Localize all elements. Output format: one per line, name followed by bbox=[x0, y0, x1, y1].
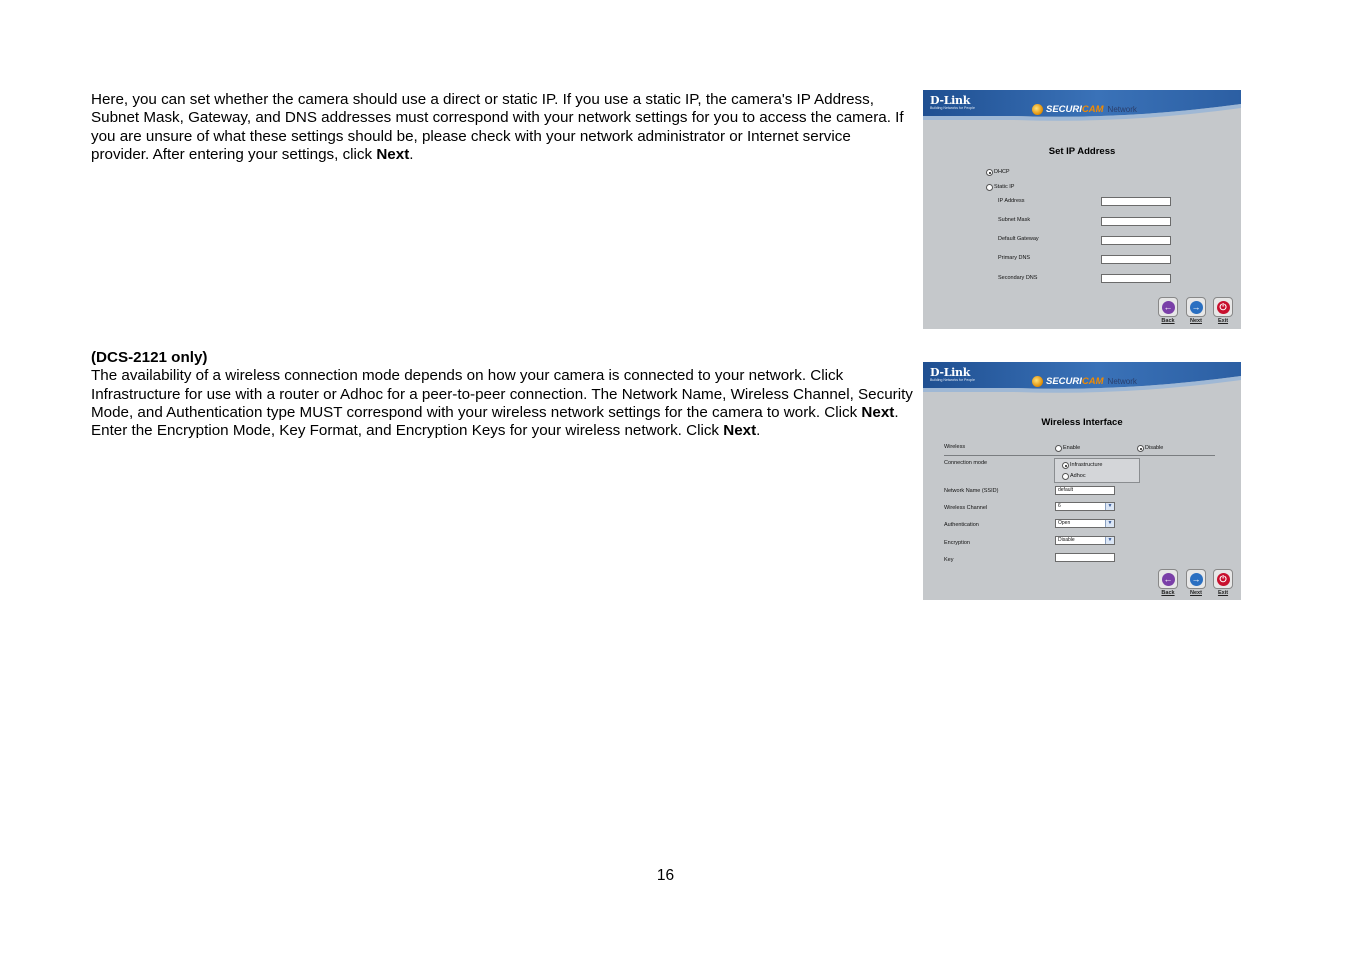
next-arrow-icon: → bbox=[1191, 573, 1201, 584]
logo-network: Network bbox=[1107, 104, 1137, 114]
default-gateway-label: Default Gateway bbox=[998, 236, 1039, 242]
securicam-badge-icon bbox=[1032, 376, 1043, 387]
logo-network: Network bbox=[1107, 376, 1137, 386]
adhoc-label: Adhoc bbox=[1070, 473, 1086, 479]
ssid-label: Network Name (SSID) bbox=[944, 488, 999, 494]
set-ip-address-screenshot bbox=[923, 90, 1241, 329]
next-label: Next bbox=[1190, 590, 1202, 596]
key-label: Key bbox=[944, 557, 954, 563]
chevron-down-icon[interactable]: ▼ bbox=[1105, 503, 1114, 510]
period: . bbox=[756, 422, 761, 440]
primary-dns-input[interactable] bbox=[1101, 255, 1171, 264]
chevron-down-icon[interactable]: ▼ bbox=[1105, 520, 1114, 527]
securicam-badge-icon bbox=[1032, 104, 1043, 115]
authentication-select[interactable] bbox=[1055, 519, 1115, 528]
wireless-text: The availability of a wireless connection mode depends on how your camera is connected to your network. Click Infrastructure for use with a router or Adhoc for a peer-to-peer connection. The Network Name, Wireless Channel, Security Mode, and Authentication type MUST correspond with your wireless network settings for the camera to work. Click bbox=[91, 367, 913, 421]
securicam-logo bbox=[1032, 374, 1137, 388]
back-button[interactable] bbox=[1157, 569, 1179, 596]
next-emphasis: Next bbox=[376, 145, 410, 163]
exit-button[interactable] bbox=[1212, 297, 1234, 324]
secondary-dns-input[interactable] bbox=[1101, 274, 1171, 283]
adhoc-radio[interactable] bbox=[1062, 473, 1069, 480]
dlink-brand: D-Link bbox=[930, 366, 971, 379]
logo-securi: SECURI bbox=[1046, 103, 1082, 115]
infrastructure-radio[interactable] bbox=[1062, 462, 1069, 469]
securicam-logo bbox=[1032, 102, 1137, 116]
connection-mode-label: Connection mode bbox=[944, 460, 988, 466]
next-label: Next bbox=[1190, 318, 1202, 324]
wireless-enable-radio[interactable] bbox=[1055, 445, 1062, 452]
ip-setup-paragraph bbox=[91, 91, 913, 164]
wireless-text-2: . Enter the Encryption Mode, Key Format, and Encryption Keys for your wireless network. Click bbox=[91, 403, 899, 440]
dlink-brand: D-Link bbox=[930, 94, 971, 107]
logo-securi: SECURI bbox=[1046, 375, 1082, 387]
encryption-label: Encryption bbox=[944, 540, 970, 546]
subnet-mask-input[interactable] bbox=[1101, 217, 1171, 226]
back-label: Back bbox=[1161, 590, 1175, 596]
ip-address-input[interactable] bbox=[1101, 197, 1171, 206]
disable-label: Disable bbox=[1145, 445, 1164, 451]
back-arrow-icon: ← bbox=[1163, 573, 1173, 584]
next-emphasis: Next bbox=[723, 422, 757, 440]
wireless-paragraph bbox=[91, 349, 913, 440]
divider bbox=[944, 455, 1215, 456]
page-title: Set IP Address bbox=[1048, 146, 1116, 157]
period: . bbox=[409, 145, 414, 163]
next-button[interactable] bbox=[1185, 297, 1207, 324]
dhcp-radio[interactable] bbox=[986, 169, 993, 176]
wireless-label: Wireless bbox=[944, 444, 966, 450]
logo-cam: CAM bbox=[1081, 375, 1104, 387]
back-button[interactable] bbox=[1157, 297, 1179, 324]
dlink-tagline: Building Networks for People bbox=[930, 378, 975, 382]
exit-label: Exit bbox=[1217, 318, 1229, 324]
wireless-disable-radio[interactable] bbox=[1137, 445, 1144, 452]
exit-power-icon: ⏻ bbox=[1217, 301, 1230, 314]
channel-label: Wireless Channel bbox=[944, 505, 988, 511]
back-arrow-icon: ← bbox=[1163, 301, 1173, 312]
encryption-value: Disable bbox=[1058, 537, 1075, 543]
static-ip-radio[interactable] bbox=[986, 184, 993, 191]
page-number: 16 bbox=[656, 867, 675, 884]
model-note-heading: (DCS-2121 only) bbox=[91, 349, 208, 366]
dlink-tagline: Building Networks for People bbox=[930, 106, 975, 110]
next-emphasis: Next bbox=[861, 403, 895, 421]
enable-label: Enable bbox=[1063, 445, 1081, 451]
back-label: Back bbox=[1161, 318, 1175, 324]
exit-label: Exit bbox=[1217, 590, 1229, 596]
exit-power-icon: ⏻ bbox=[1217, 573, 1230, 586]
authentication-label: Authentication bbox=[944, 522, 979, 528]
logo-cam: CAM bbox=[1081, 103, 1104, 115]
encryption-select[interactable] bbox=[1055, 536, 1115, 545]
static-ip-label: Static IP bbox=[994, 184, 1015, 190]
ip-setup-text: Here, you can set whether the camera should use a direct or static IP. If you use a static IP, the camera's IP Address, Subnet Mask, Gateway, and DNS addresses must correspond with your network settings for you to access the camera. If you are unsure of what these settings should be, please check with your network administrator or Internet service provider. After entering your settings, click bbox=[91, 91, 904, 163]
next-button[interactable] bbox=[1185, 569, 1207, 596]
default-gateway-input[interactable] bbox=[1101, 236, 1171, 245]
exit-button[interactable] bbox=[1212, 569, 1234, 596]
subnet-mask-label: Subnet Mask bbox=[998, 217, 1031, 223]
ip-address-label: IP Address bbox=[998, 198, 1025, 204]
key-input[interactable] bbox=[1055, 553, 1115, 562]
infrastructure-label: Infrastructure bbox=[1070, 462, 1103, 468]
authentication-value: Open bbox=[1058, 520, 1071, 526]
page-title: Wireless Interface bbox=[1041, 417, 1123, 428]
chevron-down-icon[interactable]: ▼ bbox=[1105, 537, 1114, 544]
ssid-input[interactable]: default bbox=[1055, 486, 1115, 495]
wireless-interface-screenshot bbox=[923, 362, 1241, 600]
channel-value: 6 bbox=[1058, 503, 1061, 509]
primary-dns-label: Primary DNS bbox=[998, 255, 1031, 261]
secondary-dns-label: Secondary DNS bbox=[998, 275, 1038, 281]
next-arrow-icon: → bbox=[1191, 301, 1201, 312]
dhcp-label: DHCP bbox=[994, 169, 1010, 175]
channel-select[interactable] bbox=[1055, 502, 1115, 511]
